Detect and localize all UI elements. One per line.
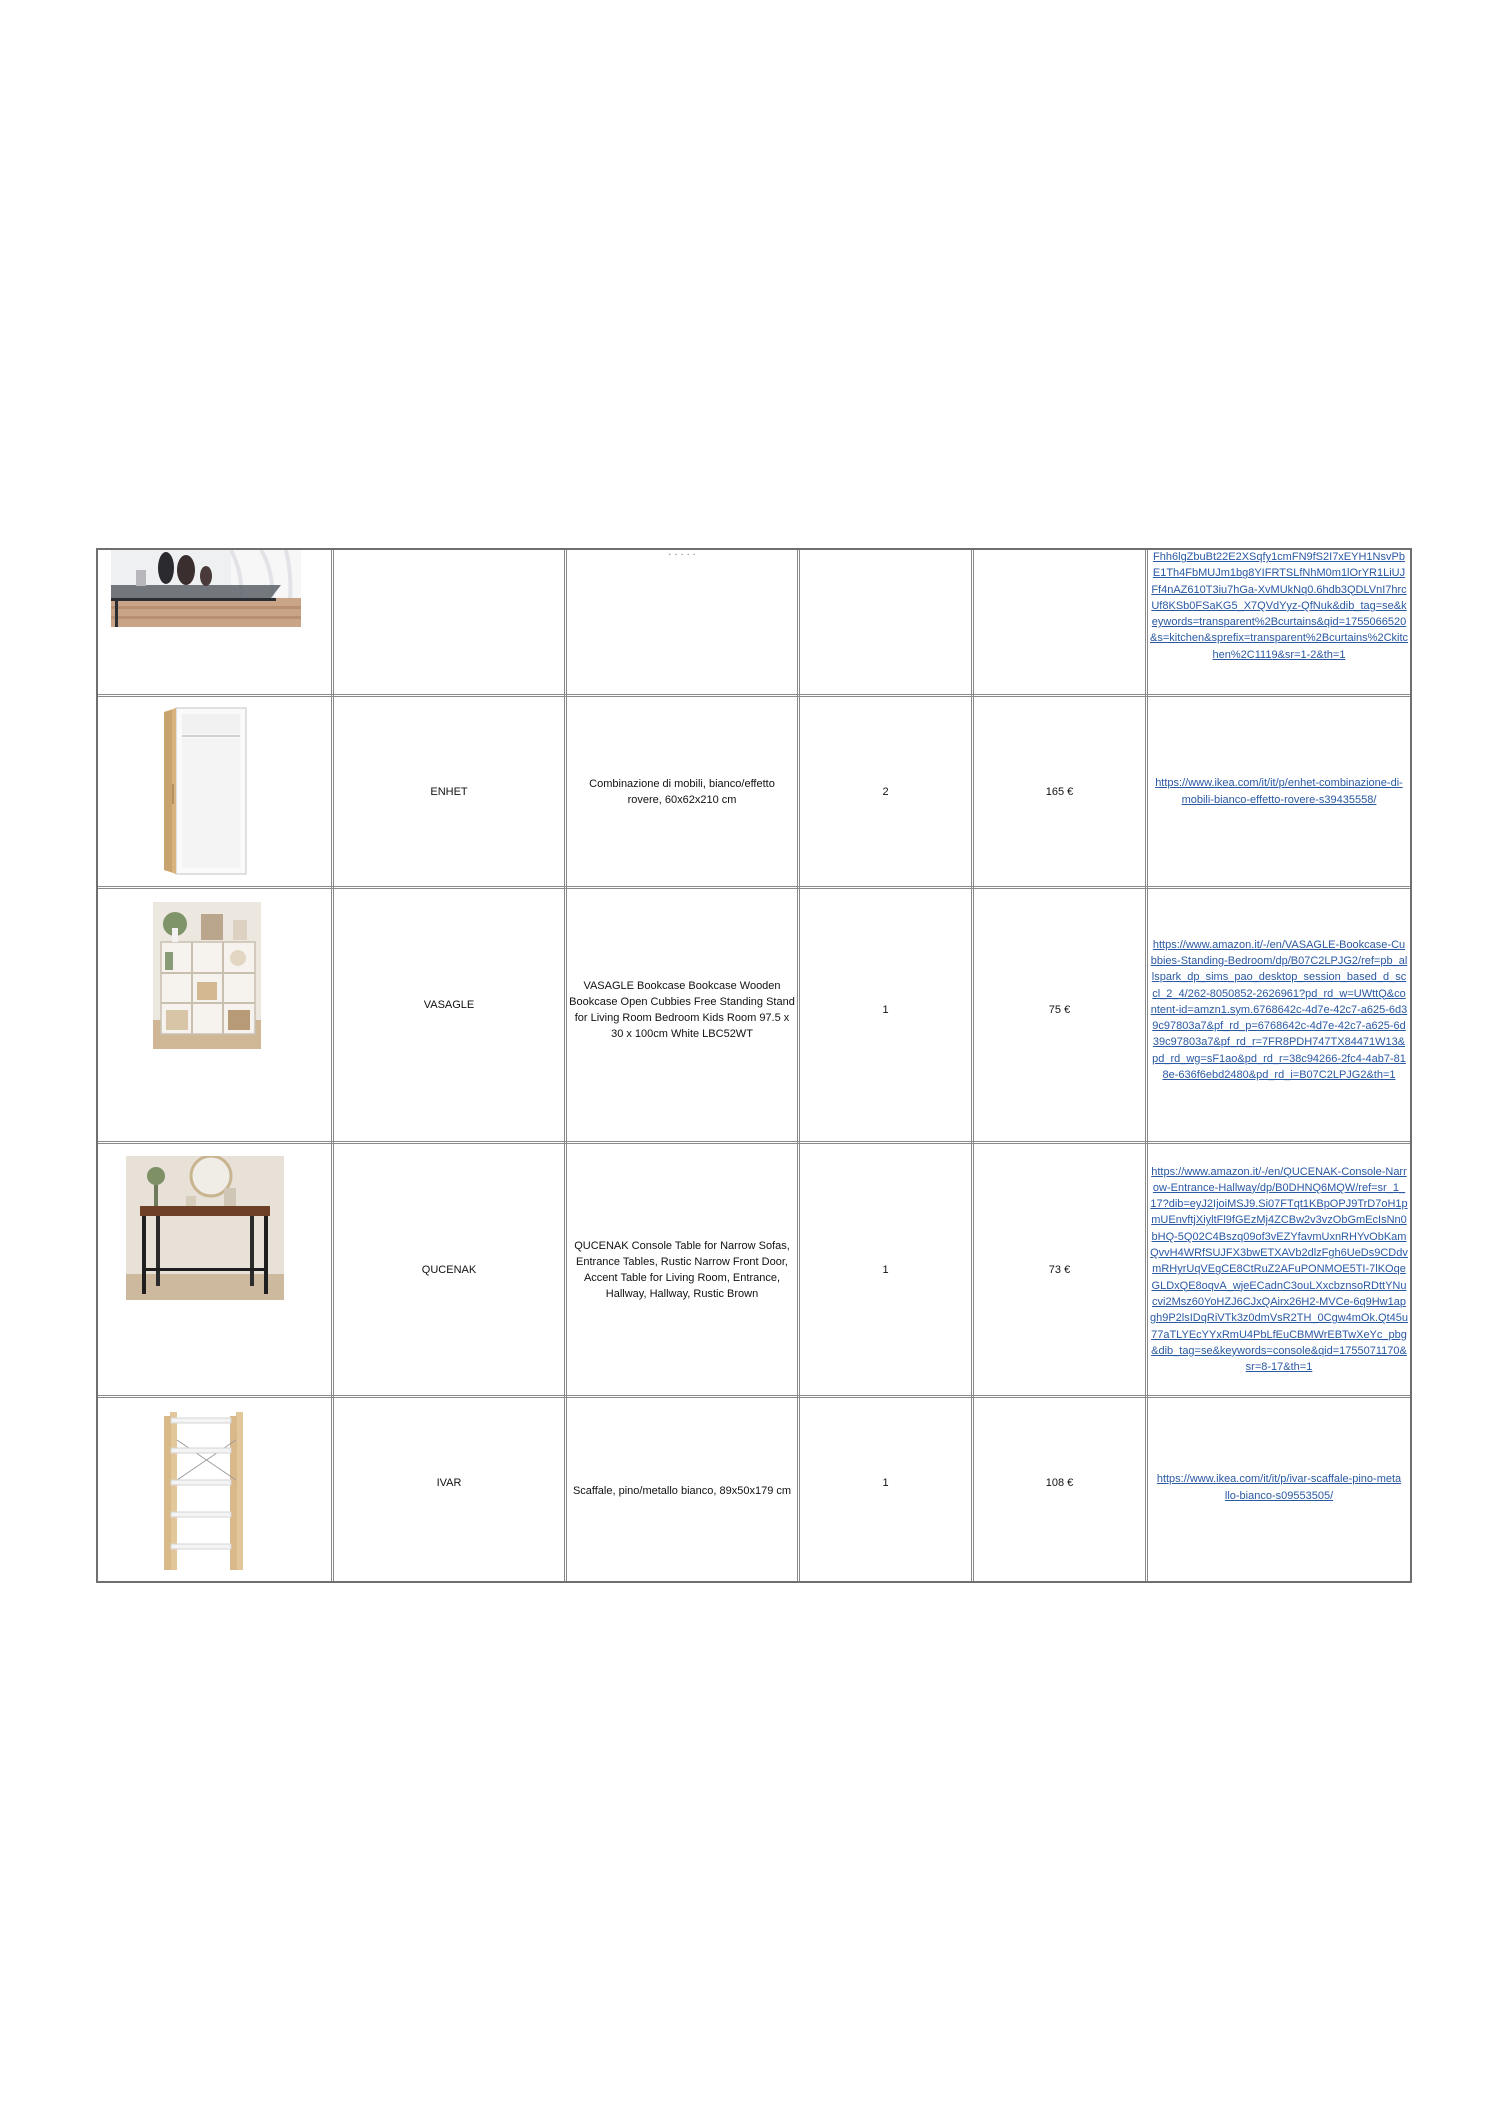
product-link-text[interactable]: Fhh6lgZbuBt22E2XSqfy1cmFN9fS2I7xEYH1NsvPbE1Th4FbMUJm1bg8YIFRTSLfNhM0m1lOrYR1LiUJFf4nAZ610T3iu7hGa-XvMUkNq0.6hdb3QDLVnI7hrcUf8KSb0FSaKG5_X7QVdYyz-QfNuk&dib_tag=se&keywords=transparent%2Bcurtains&qid=1755066520&s=kitchen&sprefix=transparent%2Bcurtains%2Ckitchen%2C1119&sr=1-2&th=1 bbox=[1150, 551, 1409, 661]
product-link[interactable] bbox=[1148, 1392, 1410, 1583]
table-row bbox=[98, 546, 1410, 694]
product-link-text[interactable]: https://www.ikea.com/it/it/p/ivar-scaffale-pino-metallo-bianco-s09553505/ bbox=[1156, 1473, 1402, 1502]
wardrobe-cabinet-photo bbox=[162, 704, 250, 876]
product-link-text[interactable]: https://www.ikea.com/it/it/p/enhet-combinazione-di-mobili-bianco-effetto-rovere-s39435558/ bbox=[1155, 777, 1403, 806]
price-cell: 73 € bbox=[1048, 1263, 1071, 1276]
product-link-text[interactable]: https://www.amazon.it/-/en/QUCENAK-Console-Narrow-Entrance-Hallway/dp/B0DHNQ6MQW/ref=sr_1_17?dib=eyJ2IjoiMSJ9.Si07FTqt1KBpOPJ9TrD7oH1pmUEnvftjXiyltFl9fGEzMj4ZCBw2v3vzObGmEcIsNn0bHQ-5Q02C4Bszq09of3vEZYfavmUxnRHYvObKamQvvH4WRfSUJFX3bwETXAVb2dlzFgh6UeDs9CDdvmRHyrUqVEgCE8CtRuZ2AFuPONMOE5TI-7lKOqeGLDxQE8oqvA_wjeECadnC3ouLXxcbznsoRDttYNucvi2Msz60YoHZJ6CJxQAirx26H2-MVCe-6q9Hw1apgh9P2lsIDqRiVTk3z0dmVsR2TH_0Cgw4mOk.Qt45u77aTLYEcYYxRmU4PbLfEuCBMWrEBTwXeYc_pbg&dib_tag=se&keywords=console&qid=1755071170&sr=8-17&th=1 bbox=[1150, 1165, 1408, 1374]
product-link[interactable] bbox=[1148, 549, 1410, 694]
pine-shelving-unit-photo bbox=[158, 1410, 254, 1572]
product-table bbox=[96, 548, 1412, 1583]
table-row bbox=[98, 1398, 1410, 1583]
name-cell: IVAR bbox=[436, 1476, 462, 1489]
quantity-cell: 1 bbox=[882, 1476, 889, 1489]
table-row bbox=[98, 1144, 1410, 1395]
product-link[interactable] bbox=[1148, 697, 1410, 886]
product-link-text[interactable]: https://www.amazon.it/-/en/VASAGLE-Bookcase-Cubbies-Standing-Bedroom/dp/B07C2LPJG2/ref=pb_allspark_dp_sims_pao_desktop_session_based_d_sccl_2_4/262-8050852-2626961?pd_rd_w=UWttQ&content-id=amzn1.sym.6768642c-4d7e-42c7-a625-6d39c97803a7&pf_rd_p=6768642c-4d7e-42c7-a625-6d39c97803a7&pf_rd_r=7FR8PDH747TX84471W13&pd_rd_wg=sF1ao&pd_rd_r=38c94266-2fc4-4ab7-818e-636f6ebd2480&pd_rd_i=B07C2LPJG2&th=1 bbox=[1150, 938, 1408, 1082]
console-table-photo bbox=[126, 1156, 284, 1300]
quantity-cell: 1 bbox=[882, 1263, 889, 1276]
description-cell: . . . . . bbox=[668, 546, 696, 558]
description-cell: Combinazione di mobili, bianco/effetto rovere, 60x62x210 cm bbox=[589, 777, 775, 806]
description-cell: Scaffale, pino/metallo bianco, 89x50x179 cm bbox=[572, 1484, 792, 1497]
quantity-cell bbox=[800, 550, 971, 694]
name-cell bbox=[334, 550, 564, 694]
price-cell: 75 € bbox=[1048, 1004, 1071, 1016]
price-cell bbox=[974, 550, 1145, 694]
quantity-cell: 2 bbox=[882, 785, 889, 798]
quantity-cell: 1 bbox=[882, 1004, 889, 1016]
description-cell: VASAGLE Bookcase Bookcase Wooden Bookcase Open Cubbies Free Standing Stand for Living Room Bedroom Kids Room 97.5 x 30 x 100cm White LBC52WT bbox=[569, 980, 795, 1040]
cube-bookcase-photo bbox=[153, 902, 261, 1049]
table-row bbox=[98, 697, 1410, 886]
name-cell: VASAGLE bbox=[423, 999, 475, 1011]
product-link[interactable] bbox=[1148, 879, 1410, 1141]
price-cell: 108 € bbox=[1045, 1476, 1074, 1489]
price-cell: 165 € bbox=[1045, 785, 1074, 798]
product-link[interactable] bbox=[1148, 1144, 1410, 1395]
name-cell: ENHET bbox=[430, 785, 468, 798]
description-cell: QUCENAK Console Table for Narrow Sofas, Entrance Tables, Rustic Narrow Front Door, Accent Table for Living Room, Entrance, Hallway, Hallway, Rustic Brown bbox=[574, 1239, 790, 1300]
table-row bbox=[98, 889, 1410, 1141]
glass-side-table-photo bbox=[111, 550, 301, 627]
name-cell: QUCENAK bbox=[421, 1263, 477, 1276]
